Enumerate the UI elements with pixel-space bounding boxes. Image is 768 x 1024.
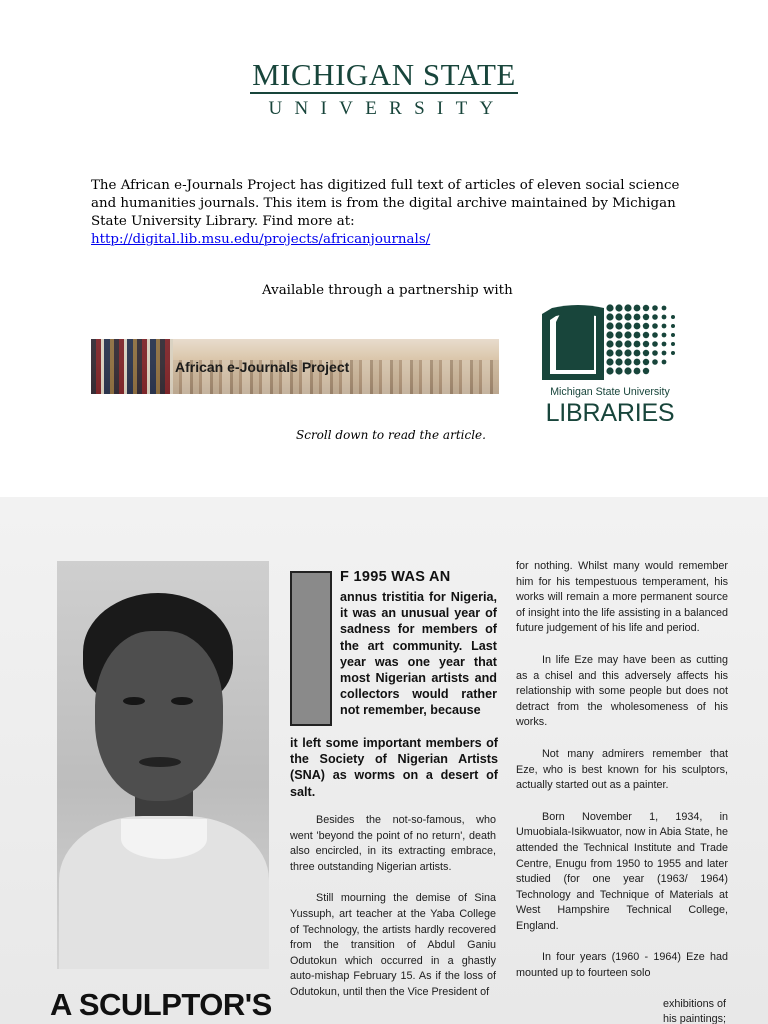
african-ejournals-banner[interactable] xyxy=(91,339,499,394)
body-paragraph: Not many admirers remember that Eze, who is best known for his sculptors, actually started out as a painter. xyxy=(516,747,728,792)
banner-label: African e-Journals Project xyxy=(175,359,350,375)
msu-libraries-logo[interactable] xyxy=(538,300,682,428)
sculptor-portrait-photo xyxy=(57,561,269,969)
body-paragraph: Born November 1, 1934, in Umuobiala-Isikwuator, now in Abia State, he attended the Technical Institute and Trade Centre, Enugu from 1950 to 1955 and later studied (for one year (1963/ 1964) Technology and Technique of Materials at West Hampshire Technical College, England. xyxy=(516,810,728,932)
scanned-article-page xyxy=(0,497,768,1024)
scroll-instruction: Scroll down to read the article. xyxy=(296,428,486,442)
msu-logo-rule xyxy=(250,92,518,94)
drop-cap-initial xyxy=(290,571,332,726)
lead-paragraph-wide: it left some important members of the Society of Nigerian Artists (SNA) as worms on a desert of salt. xyxy=(290,736,498,799)
msu-logo-bottom: UNIVERSITY xyxy=(268,98,506,119)
tail-line: his paintings; xyxy=(662,1013,726,1024)
libraries-book-icon xyxy=(538,300,682,384)
archive-link[interactable]: http://digital.lib.msu.edu/projects/africanjournals/ xyxy=(91,232,431,247)
body-paragraph: In life Eze may have been as cutting as a chisel and this adversely affects his relationship with some people but does not detract from the wholesomeness of his works. xyxy=(516,653,728,729)
banner-books-image xyxy=(91,339,173,394)
msu-logo xyxy=(250,57,518,119)
intro-text: The African e-Journals Project has digitized full text of articles of eleven social science and humanities journals. This item is from the digital archive maintained by Michigan State University Library. Find more at: xyxy=(91,178,680,229)
photo-collar xyxy=(121,819,207,859)
libraries-logo-line2: LIBRARIES xyxy=(545,399,675,427)
photo-face xyxy=(95,631,223,801)
partnership-text: Available through a partnership with xyxy=(262,283,513,298)
right-column-tail xyxy=(516,997,726,1024)
tail-line: exhibitions of xyxy=(662,998,726,1010)
msu-logo-top: MICHIGAN STATE xyxy=(252,57,516,92)
intro-paragraph xyxy=(91,177,691,249)
body-paragraph: Still mourning the demise of Sina Yussuph, art teacher at the Yaba College of Technology, the artists hardly recovered from the transition of Abdul Ganiu Odutokun which occurred in a ghastly auto-mishap February 15. As if the loss of Odutokun, until then the Vice President of xyxy=(290,892,496,998)
right-column-body xyxy=(516,559,728,998)
lead-paragraph-narrow: annus tristitia for Nigeria, it was an unusual year of sadness for members of the art community. Last year was one year that most Nigerian artists and collectors would rather not remember, because xyxy=(340,590,497,718)
middle-column-body xyxy=(290,813,496,1017)
article-headline: A SCULPTOR'S xyxy=(50,987,272,1022)
body-paragraph: Besides the not-so-famous, who went 'beyond the point of no return', death also encircled, in its extracting embrace, three outstanding Nigerian artists. xyxy=(290,814,496,873)
lead-first-line: F 1995 WAS AN xyxy=(340,569,451,585)
body-paragraph: In four years (1960 - 1964) Eze had mounted up to fourteen solo xyxy=(516,951,728,980)
body-paragraph: for nothing. Whilst many would remember him for his tempestuous temperament, his works will remain a more permanent source of insight into the life assisting in a balanced future judgement of his life and period. xyxy=(516,560,728,635)
libraries-logo-line1: Michigan State University xyxy=(550,386,670,398)
